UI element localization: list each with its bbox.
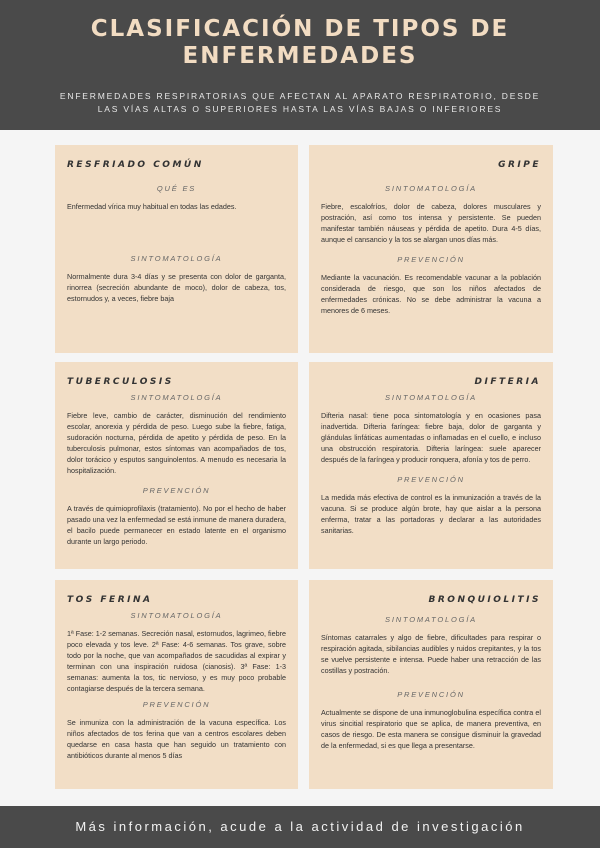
section-text: Actualmente se dispone de una inmunoglobulina específica contra el virus sincitial respiratorio que se aplica, de manera preventiva, en casos de riesgo. De esta manera se consigue disminuir la gravedad de la enfermedad, si es que llega a presentarse.: [321, 708, 541, 750]
section-label: SINTOMATOLOGÍA: [130, 254, 223, 263]
page-title: CLASIFICACIÓN DE TIPOS DE ENFERMEDADES: [90, 16, 510, 69]
card-bronquiolitis: [309, 580, 553, 789]
card-title: BRONQUIOLITIS: [428, 595, 541, 605]
section-text: Mediante la vacunación. Es recomendable vacunar a la población considerada de riesgo, que son los niños afectados de enfermedades crónicas. No se debe administrar la vacuna a menores de 6 meses.: [321, 273, 541, 315]
card-resfriado: [55, 145, 298, 353]
card-title: TUBERCULOSIS: [67, 377, 174, 387]
section-text: Difteria nasal: tiene poca sintomatología y en ocasiones pasa inadvertida. Difteria faríngea: fiebre baja, dolor de garganta y glándulas linfáticas aumentadas o inflamadas en el cuello, e incluso una obstrucción respiratoria. Difteria laríngea: suele aparecer después de la faríngea y producir ronquera, afonía y tos de perro.: [321, 411, 541, 464]
section-text: 1ª Fase: 1-2 semanas. Secreción nasal, estornudos, lagrimeo, fiebre poco elevada y tos leve. 2ª Fase: 4-6 semanas. Tos grave, sobre todo por la noche, que van acompañados de sacudidas al expirar y terminan con una inspiración ruidosa (cianosis). 3ª Fase: 1-3 semanas: aumenta la tos, tic nervioso, y es muy poco probable contagiarse después de la tercera semana.: [67, 629, 286, 693]
section-label: PREVENCIÓN: [397, 475, 465, 484]
section-label: QUÉ ES: [156, 184, 197, 193]
section-label: PREVENCIÓN: [397, 690, 465, 699]
section-label: PREVENCIÓN: [142, 486, 211, 495]
section-text: Se inmuniza con la administración de la vacuna específica. Los niños afectados de tos ferina que van a centros escolares deben quedarse en casa hasta que han seguido un tratamiento con antibióticos durante al menos 5 días: [67, 718, 286, 760]
card-title: GRIPE: [498, 160, 541, 170]
footer-text: Más información, acude a la actividad de investigación: [75, 819, 525, 834]
card-difteria: [309, 362, 553, 569]
section-text: Normalmente dura 3-4 días y se presenta con dolor de garganta, rinorrea (secreción abundante de moco), dolor de cabeza, tos, estornudos y, a veces, fiebre baja: [67, 272, 286, 303]
section-label: PREVENCIÓN: [142, 700, 211, 709]
section-text: A través de quimioprofilaxis (tratamiento). No por el hecho de haber pasado una vez la enfermedad se está inmune de manera duradera, el bacilo puede permanecer en estado latente en el organismo durante un largo periodo.: [67, 504, 286, 546]
section-label: PREVENCIÓN: [397, 255, 465, 264]
section-label: SINTOMATOLOGÍA: [385, 393, 477, 402]
card-title: TOS FERINA: [67, 595, 153, 605]
card-title: DIFTERIA: [474, 377, 541, 387]
section-text: La medida más efectiva de control es la inmunización a través de la vacuna. Si se produce algún brote, hay que aislar a la persona enferma, tratar a las portadoras y declarar a las autoridades sanitarias.: [321, 493, 541, 535]
section-label: SINTOMATOLOGÍA: [385, 184, 477, 193]
section-text: Síntomas catarrales y algo de fiebre, dificultades para respirar o respiración agitada, sibilancias audibles y ruidos crepitantes, y la tos se vuelve persistente e intensa. Puede haber una retracción de las costillas y postración.: [321, 633, 541, 675]
section-text: Fiebre leve, cambio de carácter, disminución del rendimiento escolar, anorexia y pérdida de peso. Luego sube la fiebre, fatiga, sudoración nocturna, pérdida de apetito y pérdida de peso. En la tuberculosis pulmonar, estos síntomas van acompañados de tos, dolor torácico y esputos sanguinolentos. A menudo es necesaria la hospitalización.: [67, 411, 286, 475]
header: [0, 0, 600, 130]
footer: [0, 806, 600, 848]
page-subtitle: ENFERMEDADES RESPIRATORIAS QUE AFECTAN AL APARATO RESPIRATORIO, DESDE LAS VÍAS ALTAS O SUPERIORES HASTA LAS VÍAS BAJAS O INFERIORES: [59, 91, 541, 114]
section-label: SINTOMATOLOGÍA: [130, 393, 223, 402]
section-label: SINTOMATOLOGÍA: [130, 611, 223, 620]
section-label: SINTOMATOLOGÍA: [385, 615, 477, 624]
card-gripe: [309, 145, 553, 353]
section-text: Enfermedad vírica muy habitual en todas las edades.: [67, 202, 237, 211]
card-tos-ferina: [55, 580, 298, 789]
section-text: Fiebre, escalofríos, dolor de cabeza, dolores musculares y postración, así como tos intensa y persistente. Se pueden manifestar también náuseas y pérdida de apetito. Dura 4-5 días, aunque el cansancio y la tos se alargan unos días más.: [321, 202, 541, 244]
card-tuberculosis: [55, 362, 298, 569]
card-title: RESFRIADO COMÚN: [67, 160, 204, 170]
